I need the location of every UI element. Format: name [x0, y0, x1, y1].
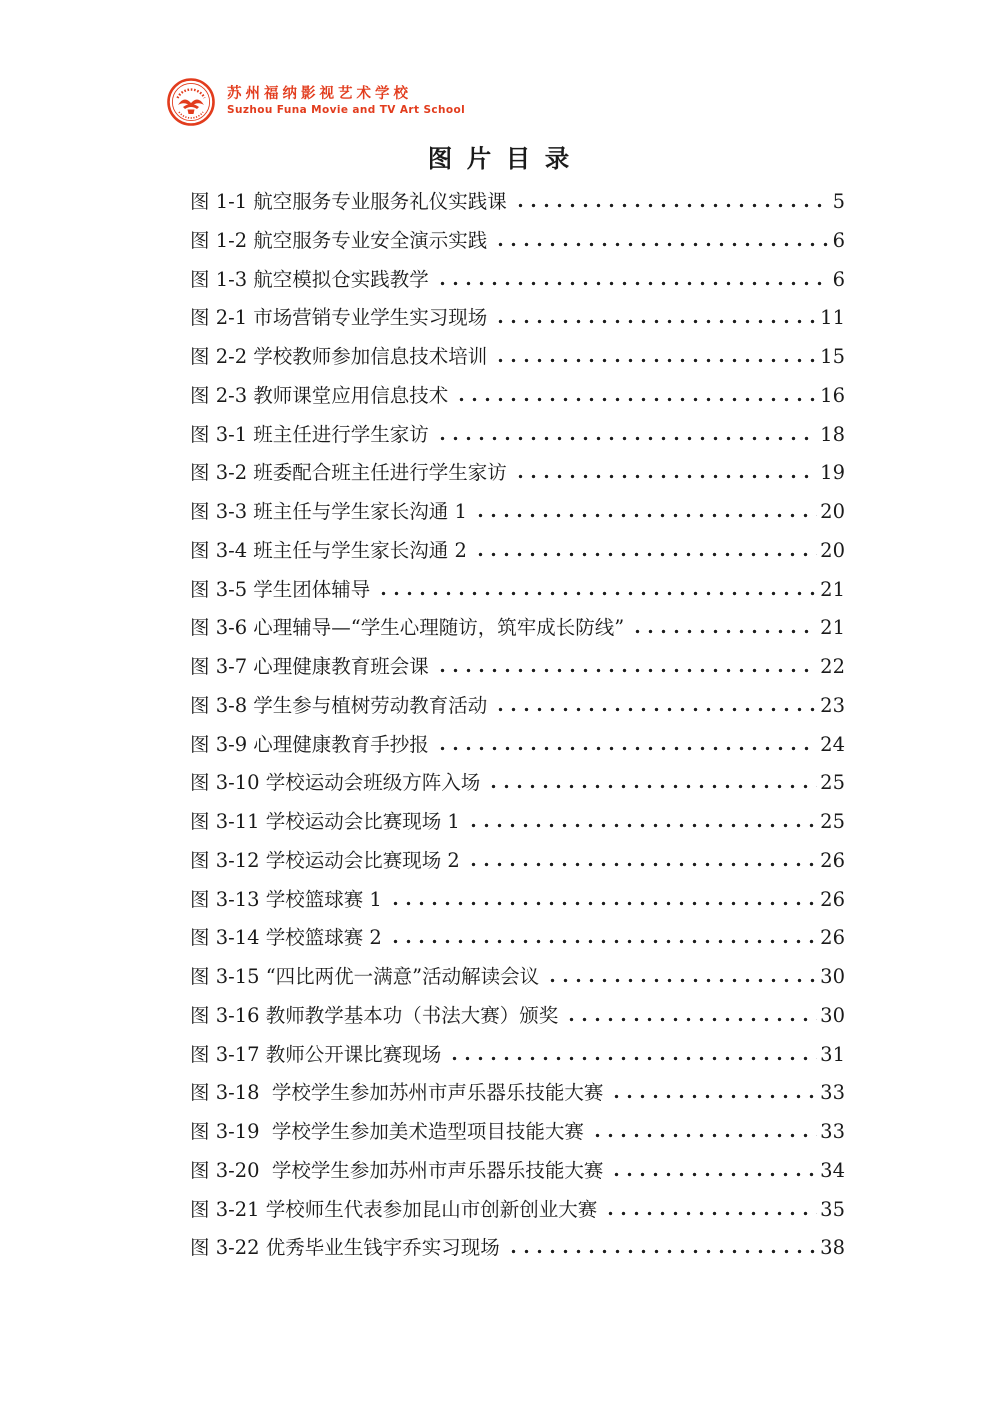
toc-entry[interactable]	[190, 261, 845, 300]
toc-entry-page-number: 15	[820, 345, 845, 368]
toc-entry-page-number: 33	[820, 1081, 845, 1105]
dot-leader	[494, 319, 817, 324]
toc-entry-page-number: 22	[820, 655, 845, 678]
toc-entry-label: 图 3-2 班委配合班主任进行学生家访	[190, 461, 507, 485]
toc-entry[interactable]	[190, 1074, 845, 1113]
toc-entry-label: 图 3-3 班主任与学生家长沟通 1	[190, 500, 467, 523]
toc-entry-page-number: 23	[820, 693, 845, 717]
toc-entry[interactable]	[190, 1229, 845, 1268]
dot-leader	[436, 436, 817, 441]
toc-entry-page-number: 33	[820, 1120, 845, 1143]
dot-leader	[604, 1211, 817, 1216]
toc-entry[interactable]	[190, 299, 845, 338]
school-name-en: Suzhou Funa Movie and TV Art School	[227, 104, 466, 117]
toc-entry-label: 图 3-11 学校运动会比赛现场 1	[190, 810, 460, 833]
dot-leader	[610, 1094, 817, 1099]
toc-entry-label: 图 2-2 学校教师参加信息技术培训	[190, 345, 488, 368]
toc-entry-label: 图 3-15 “四比两优一满意”活动解读会议	[190, 965, 540, 988]
toc-entry[interactable]	[190, 881, 845, 920]
toc-entry[interactable]	[190, 377, 845, 416]
toc-entry[interactable]	[190, 997, 845, 1036]
dot-leader	[494, 358, 817, 363]
school-name-zh: 苏州福纳影视艺术学校	[227, 86, 412, 103]
toc-entry-label: 图 2-1 市场营销专业学生实习现场	[190, 306, 488, 330]
toc-entry-page-number: 24	[820, 732, 845, 756]
toc-entry[interactable]	[190, 338, 845, 377]
toc-entry[interactable]	[190, 1113, 845, 1152]
toc-entry[interactable]	[190, 764, 845, 803]
school-logo	[167, 78, 465, 126]
dot-leader	[436, 281, 830, 286]
toc-entry-page-number: 11	[820, 306, 845, 330]
toc-entry-page-number: 5	[832, 190, 845, 213]
dot-leader	[377, 591, 817, 596]
dot-leader	[494, 242, 829, 247]
dot-leader	[631, 629, 817, 634]
toc-entry-page-number: 25	[820, 810, 845, 833]
dot-leader	[494, 707, 817, 712]
toc-entry[interactable]	[190, 803, 845, 842]
toc-entry-label: 图 1-2 航空服务专业安全演示实践	[190, 228, 488, 252]
toc-entry[interactable]	[190, 571, 845, 610]
page-title: 图 片 目 录	[427, 144, 573, 173]
dot-leader	[610, 1172, 817, 1177]
toc-entry[interactable]	[190, 1191, 845, 1230]
dot-leader	[448, 1056, 817, 1061]
toc-entry-label: 图 3-20 学校学生参加苏州市声乐器乐技能大赛	[190, 1158, 604, 1182]
toc-entry-label: 图 3-1 班主任进行学生家访	[190, 422, 429, 446]
toc-entry-label: 图 3-18 学校学生参加苏州市声乐器乐技能大赛	[190, 1081, 604, 1105]
toc-entry[interactable]	[190, 726, 845, 765]
toc-entry[interactable]	[190, 532, 845, 571]
toc-entry[interactable]	[190, 609, 845, 648]
toc-entry-label: 图 3-12 学校运动会比赛现场 2	[190, 848, 460, 872]
school-name-block	[227, 87, 465, 116]
toc-entry-page-number: 6	[832, 228, 845, 252]
toc-entry-label: 图 3-9 心理健康教育手抄报	[190, 732, 429, 756]
toc-entry[interactable]	[190, 493, 845, 532]
toc-entry-label: 图 3-14 学校篮球赛 2	[190, 926, 382, 950]
dot-leader	[591, 1133, 817, 1138]
toc-entry-page-number: 25	[820, 771, 845, 795]
toc-entry-label: 图 3-21 学校师生代表参加昆山市创新创业大赛	[190, 1197, 598, 1221]
dot-leader	[546, 978, 817, 983]
toc-entry-page-number: 38	[820, 1236, 845, 1260]
toc-entry-label: 图 3-22 优秀毕业生钱宇乔实习现场	[190, 1236, 500, 1260]
toc-entry-page-number: 35	[820, 1197, 845, 1221]
toc-entry-label: 图 3-17 教师公开课比赛现场	[190, 1042, 442, 1066]
toc-entry-label: 图 3-16 教师教学基本功（书法大赛）颁奖	[190, 1003, 559, 1027]
toc-entry-label: 图 3-13 学校篮球赛 1	[190, 887, 382, 911]
dot-leader	[436, 668, 817, 673]
dot-leader	[467, 862, 817, 867]
dot-leader	[507, 1249, 817, 1254]
toc-entry-label: 图 3-7 心理健康教育班会课	[190, 655, 429, 678]
dot-leader	[474, 513, 817, 518]
toc-entry-page-number: 31	[820, 1042, 845, 1066]
toc-entry-page-number: 16	[820, 383, 845, 407]
toc-entry-page-number: 26	[820, 848, 845, 872]
dot-leader	[487, 784, 817, 789]
toc-entry[interactable]	[190, 1036, 845, 1075]
toc-entry-page-number: 30	[820, 965, 845, 988]
toc-entry-page-number: 26	[820, 887, 845, 911]
toc-entry-label: 图 3-8 学生参与植树劳动教育活动	[190, 693, 488, 717]
toc-entry[interactable]	[190, 958, 845, 997]
toc-entry-label: 图 3-19 学校学生参加美术造型项目技能大赛	[190, 1120, 584, 1143]
toc-entry-label: 图 2-3 教师课堂应用信息技术	[190, 383, 449, 407]
dot-leader	[514, 203, 830, 208]
toc-entry[interactable]	[190, 842, 845, 881]
toc-entry-page-number: 21	[820, 577, 845, 601]
toc-entry-page-number: 30	[820, 1003, 845, 1027]
figure-toc-list	[190, 183, 845, 1268]
toc-entry-page-number: 20	[820, 500, 845, 523]
toc-entry-label: 图 3-4 班主任与学生家长沟通 2	[190, 538, 467, 562]
toc-entry[interactable]	[190, 919, 845, 958]
toc-entry-page-number: 18	[820, 422, 845, 446]
dot-leader	[565, 1017, 817, 1022]
toc-entry[interactable]	[190, 454, 845, 493]
dot-leader	[389, 939, 817, 944]
toc-entry-label: 图 3-10 学校运动会班级方阵入场	[190, 771, 481, 795]
toc-entry-page-number: 20	[820, 538, 845, 562]
toc-entry-label: 图 1-3 航空模拟仓实践教学	[190, 267, 429, 291]
toc-entry-label: 图 1-1 航空服务专业服务礼仪实践课	[190, 190, 507, 213]
toc-entry[interactable]	[190, 183, 845, 222]
toc-entry-page-number: 6	[832, 267, 845, 291]
toc-entry-page-number: 21	[820, 616, 845, 640]
school-seal-icon	[167, 78, 215, 126]
dot-leader	[474, 552, 817, 557]
toc-entry-page-number: 19	[820, 461, 845, 485]
toc-entry[interactable]	[190, 416, 845, 455]
toc-entry[interactable]	[190, 1152, 845, 1191]
dot-leader	[514, 474, 817, 479]
toc-entry-page-number: 26	[820, 926, 845, 950]
toc-entry-label: 图 3-5 学生团体辅导	[190, 577, 371, 601]
dot-leader	[455, 397, 817, 402]
toc-entry-label: 图 3-6 心理辅导—“学生心理随访，筑牢成长防线”	[190, 616, 625, 640]
toc-entry[interactable]	[190, 222, 845, 261]
toc-entry-page-number: 34	[820, 1158, 845, 1182]
dot-leader	[389, 901, 817, 906]
dot-leader	[436, 746, 817, 751]
toc-entry[interactable]	[190, 648, 845, 687]
toc-entry[interactable]	[190, 687, 845, 726]
dot-leader	[467, 823, 817, 828]
